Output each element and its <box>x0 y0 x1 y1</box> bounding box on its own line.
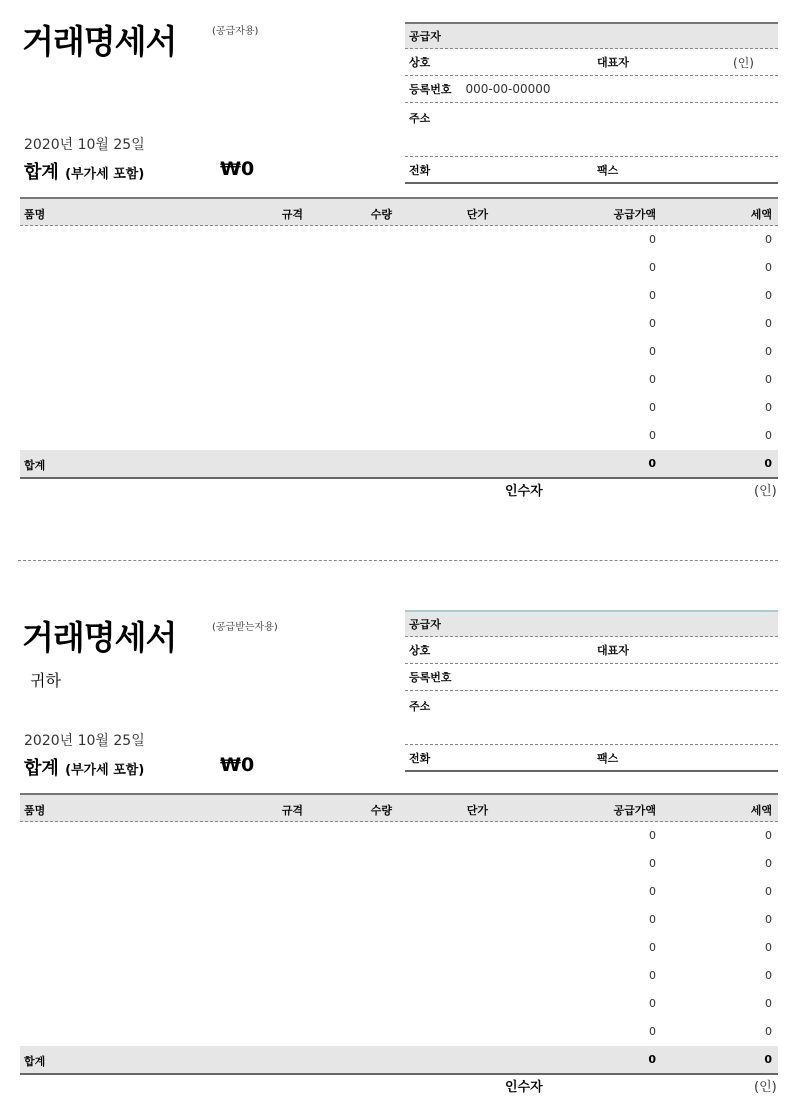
table-row <box>20 338 778 366</box>
table-row <box>20 962 778 990</box>
table-row <box>20 366 778 394</box>
name-label: 상호 <box>409 644 431 657</box>
cell: 0 <box>765 829 772 842</box>
supplier-header-text: 공급자 <box>409 30 441 43</box>
receiver-label: 인수자 <box>505 1080 543 1095</box>
seal: (인) <box>733 55 754 70</box>
column-header: 세액 <box>750 804 772 817</box>
table-row <box>20 394 778 422</box>
cell: 0 <box>765 997 772 1010</box>
addr-label: 주소 <box>409 700 431 713</box>
column-header: 단가 <box>466 208 488 221</box>
invoice-copy <box>0 596 800 1116</box>
supplier-table <box>405 610 778 772</box>
supplier-header <box>405 22 778 49</box>
total-note: (부가세 포함) <box>65 167 145 182</box>
cell: 0 <box>765 1025 772 1038</box>
column-header: 규격 <box>281 804 303 817</box>
cell: 0 <box>649 941 656 954</box>
cell: 0 <box>765 261 772 274</box>
supplier-name-row <box>405 49 778 76</box>
cell: 0 <box>649 429 656 442</box>
supplier-table <box>405 22 778 184</box>
tax-total: 0 <box>764 1053 772 1066</box>
date: 2020년 10월 25일 <box>24 137 145 153</box>
column-header: 수량 <box>370 208 392 221</box>
supplier-reg-row <box>405 76 778 103</box>
items-table <box>20 793 778 1075</box>
column-header: 단가 <box>466 804 488 817</box>
cell: 0 <box>765 941 772 954</box>
date: 2020년 10월 25일 <box>24 733 145 749</box>
doc-title: 거래명세서 <box>22 22 177 61</box>
supplier-header <box>405 610 778 637</box>
column-header: 규격 <box>281 208 303 221</box>
reg-label: 등록번호 <box>409 83 452 96</box>
supplier-addr-row <box>405 103 778 157</box>
cell: 0 <box>649 345 656 358</box>
cell: 0 <box>649 289 656 302</box>
table-row <box>20 254 778 282</box>
cell: 0 <box>765 345 772 358</box>
cell: 0 <box>765 289 772 302</box>
doc-subtitle: (공급받는자용) <box>212 622 278 633</box>
rep-label: 대표자 <box>597 56 629 69</box>
total-label-text: 합계 <box>24 162 59 183</box>
table-row <box>20 822 778 850</box>
table-footer <box>20 1046 778 1075</box>
cell: 0 <box>649 829 656 842</box>
cell: 0 <box>649 261 656 274</box>
reg-value: 000-00-00000 <box>465 82 551 96</box>
supplier-header-text: 공급자 <box>409 618 441 631</box>
receiver-seal: (인) <box>754 1080 777 1095</box>
table-row <box>20 226 778 254</box>
column-header: 품명 <box>24 208 46 221</box>
supplier-addr-row <box>405 691 778 745</box>
table-row <box>20 906 778 934</box>
cell: 0 <box>649 373 656 386</box>
column-header: 공급가액 <box>613 208 656 221</box>
cell: 0 <box>649 997 656 1010</box>
doc-subtitle: (공급자용) <box>212 26 259 37</box>
cell: 0 <box>649 913 656 926</box>
total-note: (부가세 포함) <box>65 763 145 778</box>
cut-line <box>18 560 778 561</box>
cell: 0 <box>649 1025 656 1038</box>
name-label: 상호 <box>409 56 431 69</box>
table-row <box>20 990 778 1018</box>
supplier-reg-row <box>405 664 778 691</box>
supplier-phone-row <box>405 745 778 772</box>
total-label <box>24 754 144 780</box>
footer-label: 합계 <box>24 459 46 472</box>
table-row <box>20 422 778 450</box>
cell: 0 <box>649 969 656 982</box>
addr-label: 주소 <box>409 112 431 125</box>
total-amount: ₩0 <box>220 754 255 776</box>
cell: 0 <box>765 373 772 386</box>
cell: 0 <box>765 857 772 870</box>
table-row <box>20 310 778 338</box>
recipient: 귀하 <box>30 671 61 690</box>
rep-label: 대표자 <box>597 644 629 657</box>
table-footer <box>20 450 778 479</box>
column-header: 세액 <box>750 208 772 221</box>
cell: 0 <box>649 317 656 330</box>
table-row <box>20 878 778 906</box>
supply-total: 0 <box>648 457 656 470</box>
column-header: 수량 <box>370 804 392 817</box>
cell: 0 <box>765 429 772 442</box>
receiver-label: 인수자 <box>505 484 543 499</box>
cell: 0 <box>765 969 772 982</box>
phone-label: 전화 <box>409 163 431 177</box>
table-row <box>20 934 778 962</box>
doc-title: 거래명세서 <box>22 618 177 657</box>
reg-label: 등록번호 <box>409 671 452 684</box>
cell: 0 <box>649 401 656 414</box>
cell: 0 <box>649 885 656 898</box>
tax-total: 0 <box>764 457 772 470</box>
table-header <box>20 793 778 822</box>
table-row <box>20 1018 778 1046</box>
supplier-phone-row <box>405 157 778 184</box>
receiver-seal: (인) <box>754 484 777 499</box>
cell: 0 <box>765 233 772 246</box>
cell: 0 <box>765 401 772 414</box>
cell: 0 <box>649 233 656 246</box>
items-table <box>20 197 778 479</box>
cell: 0 <box>765 913 772 926</box>
cell: 0 <box>649 857 656 870</box>
total-label <box>24 158 144 184</box>
table-header <box>20 197 778 226</box>
total-amount: ₩0 <box>220 158 255 180</box>
column-header: 공급가액 <box>613 804 656 817</box>
table-row <box>20 850 778 878</box>
cell: 0 <box>765 317 772 330</box>
fax-label: 팩스 <box>597 751 619 765</box>
phone-label: 전화 <box>409 751 431 765</box>
supplier-name-row <box>405 637 778 664</box>
supply-total: 0 <box>648 1053 656 1066</box>
total-label-text: 합계 <box>24 758 59 779</box>
column-header: 품명 <box>24 804 46 817</box>
invoice-copy <box>0 0 800 520</box>
fax-label: 팩스 <box>597 163 619 177</box>
footer-label: 합계 <box>24 1055 46 1068</box>
table-row <box>20 282 778 310</box>
cell: 0 <box>765 885 772 898</box>
